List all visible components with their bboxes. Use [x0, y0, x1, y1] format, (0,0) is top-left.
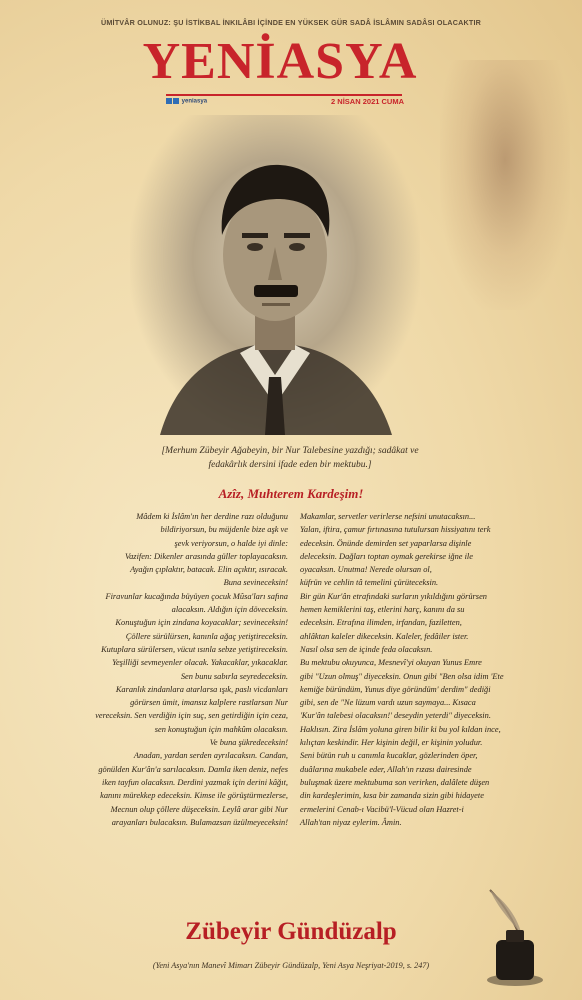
quill-icon: [470, 880, 570, 990]
letter-line: buluşmak üzere mektubuma son verirken, dalâlete düşen: [300, 777, 490, 787]
letter-line: arayanları bulacaksın. Bulamazsan üzülmeyeceksin!: [111, 817, 288, 827]
intro-line: [Merhum Zübeyir Ağabeyin, bir Nur Talebesine yazdığı; sadâkat ve: [161, 446, 419, 456]
letter-line: Allah'tan niyaz eylerim. Âmin.: [300, 817, 402, 827]
letter-line: gibi, sen de "Ne lüzum vardı uzun saymaya... Kısaca: [300, 698, 476, 708]
letter-line: Konuştuğun için zindana koyacaklar; sevineceksin!: [115, 618, 288, 628]
letter-line: Ve buna şükredeceksin!: [209, 738, 288, 748]
letter-line: oyacaksın. Unutma! Nerede olursan ol,: [300, 565, 432, 575]
letter-line: hemen kemiklerini taş, etlerini harç, kanını da su: [300, 605, 465, 615]
letter-line: bildiriyorsun, bu müjdenle bize aşk ve: [160, 525, 288, 535]
letter-line: ermelerini Cenab-ı Vacibü'l-Vücud olan Hazret-i: [300, 804, 464, 814]
letter-line: deleceksin. Dağları toptan oymak gerekirse iğne ile: [300, 551, 473, 561]
letter-line: edeceksin. Önünde demirden set yaparlarsa dişinle: [300, 538, 472, 548]
letter-line: alacaksın. Aldığın için döveceksin.: [171, 605, 288, 615]
intro-line: fedakârlık dersini ifade eden bir mektubu.]: [208, 460, 372, 470]
letter-line: Mâdem ki İslâm'ın her derdine razı olduğunu: [136, 512, 288, 521]
letter-line: Anadan, yardan serden ayrılacaksın. Candan,: [133, 751, 288, 761]
masthead-tagline: ÜMİTVÂR OLUNUZ: ŞU İSTİKBAL İNKILÂBI İÇİNDE EN YÜKSEK GÜR SADÂ İSLÂMIN SADÂSI OLACAKTIR: [100, 18, 482, 27]
inkwell-icon: [470, 880, 570, 990]
issue-date: 2 NİSAN 2021 CUMA: [331, 97, 404, 106]
letter-line: Yalan, iftira, çamur fırtınasına tutulursan hissiyatını terk: [300, 525, 491, 535]
letter-line: Yeşilliği sevmeyenler olacak. Yakacaklar, yıkacaklar.: [112, 658, 288, 668]
social-handle: [166, 98, 207, 105]
letter-line: Bu mektubu okuyunca, Mesnevî'yi okuyan Yunus Emre: [300, 658, 482, 668]
twitter-icon: [173, 98, 179, 104]
letter-salutation: Azîz, Muhterem Kardeşim!: [218, 486, 364, 501]
social-handle-text: yeniasya: [181, 98, 208, 105]
letter-line: Nasıl olsa sen de içinde feda olacaksın.: [300, 644, 433, 654]
facebook-icon: [166, 98, 172, 104]
letter-line: gönülden Kur'ân'a sarılacaksın. Damla iken deniz, nefes: [98, 764, 288, 774]
letter-line: kılıçtan keskindir. Her kişinin değil, er kişinin yoludur.: [300, 738, 483, 748]
letter-line: din kardeşlerimin, kısa bir zamanda sizin gibi hidayete: [300, 791, 484, 801]
background-portrait: [440, 60, 570, 310]
letter-line: Ayağın çıplaktır, batacak. Elin açıktır, ısıracak.: [130, 565, 288, 575]
author-portrait: [130, 115, 420, 435]
letter-line: gibi "Uzun olmuş" diyeceksin. Onun gibi "Ben olsa idim 'Ete: [300, 671, 504, 681]
letter-line: görürsen ümit, imansız kalplere rastlarsan Nur: [130, 698, 288, 708]
letter-line: vereceksin. Sen verdiğin için suç, sen getirdiğin için ceza,: [95, 711, 288, 721]
letter-column-right: [300, 510, 512, 829]
brand-underline: [166, 94, 402, 96]
letter-line: Makamlar, servetler verirlerse nefsini unutacaksın...: [300, 512, 476, 521]
letter-line: Bir gün Kur'ân etrafındaki surların yıkıldığını görürsen: [300, 591, 487, 601]
letter-line: sen konuştuğun için mahkûm olacaksın.: [154, 724, 288, 734]
letter-line: Mecnun olup çöllere düşeceksin. Leylâ arar gibi Nur: [110, 804, 288, 814]
letter-line: Çöllere sürülürsen, kanınla ağaç yetiştireceksin.: [125, 631, 288, 641]
author-signature: Zübeyir Gündüzalp: [185, 918, 397, 945]
letter-introduction: [140, 444, 440, 472]
letter-line: Firavunlar kucağında büyüyen çocuk Mûsa'ları safına: [105, 591, 288, 601]
letter-line: kanını mürekkep edeceksin. Kimse ile görüştürmezlerse,: [100, 791, 288, 801]
letter-line: Buna sevineceksin!: [223, 578, 288, 588]
letter-line: 'Kur'ân talebesi olacaksın!' deseydin yeterdi" diyeceksin.: [300, 711, 491, 721]
letter-line: Haklısın. Zira İslâm yoluna giren bilir ki bu yol kıldan ince,: [300, 724, 501, 734]
letter-line: duâlarına mukabele eder, Allah'ın rızası dairesinde: [300, 764, 472, 774]
letter-line: Kutuplara sürülersen, vücut ısınla sebze yetiştireceksin.: [101, 644, 288, 654]
letter-line: iken tayfun olacaksın. Derdini yazmak için derini kâğıt,: [102, 777, 288, 787]
letter-line: küfrün ve cehlin tâ temelini çürüteceksin.: [300, 578, 439, 588]
letter-line: ahlâktan kaleler dikeceksin. Kaleler, fedâiler ister.: [300, 631, 469, 641]
portrait-illustration: [130, 115, 420, 435]
letter-line: Vazifen: Dikenler arasında güller toplayacaksın.: [124, 551, 288, 561]
letter-line: şevk veriyorsun, o halde iyi dinle:: [174, 538, 288, 548]
source-citation: (Yeni Asya'nın Manevî Mimarı Zübeyir Gündüzalp, Yeni Asya Neşriyat-2019, s. 247): [152, 961, 430, 970]
letter-line: Seni bütün ruh u canımla kucaklar, gözlerinden öper,: [300, 751, 478, 761]
letter-line: kemiğe büründüm, Yunus diye göründüm' derdim" dediği: [300, 684, 491, 694]
letter-line: Karanlık zindanlara atarlarsa ışık, paslı vicdanları: [115, 684, 288, 694]
letter-line: edeceksin. Etrafına ilimden, irfandan, faziletten,: [300, 618, 462, 628]
letter-column-left: [78, 510, 288, 829]
letter-line: Sen bunu sabırla seyredeceksin.: [180, 671, 288, 681]
brand-logo: YENİASYA: [142, 33, 418, 90]
newspaper-masthead: [120, 32, 440, 112]
